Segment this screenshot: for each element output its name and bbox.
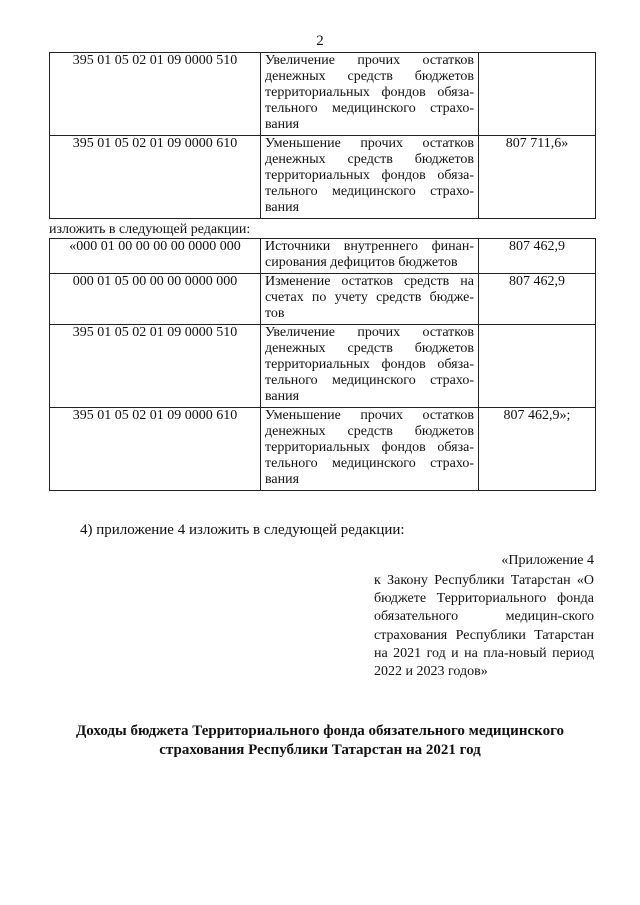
amount-cell	[479, 53, 596, 136]
description-cell: Увеличение прочих остатков денежных средств бюджетов территориальных фондов обяза-тельного медицинского страхо-вания	[261, 325, 479, 408]
amount-cell: 807 711,6»	[479, 136, 596, 219]
appendix-reference: к Закону Республики Татарстан «О бюджете Территориального фонда обязательного медицин-ского страхования Республики Татарстан на 2021 год и на пла-новый период 2022 и 2023 годов»	[374, 573, 594, 680]
page-number: 2	[316, 33, 324, 49]
table-row	[50, 239, 596, 274]
amount-cell: 807 462,9	[479, 239, 596, 274]
financing-table-old	[49, 52, 596, 219]
description-cell: Уменьшение прочих остатков денежных средств бюджетов территориальных фондов обяза-тельного медицинского страхо-вания	[261, 408, 479, 491]
redaction-instruction: изложить в следующей редакции:	[49, 222, 251, 237]
budget-code-cell: 395 01 05 02 01 09 0000 610	[50, 408, 261, 491]
description-cell: Уменьшение прочих остатков денежных средств бюджетов территориальных фондов обяза-тельного медицинского страхо-вания	[261, 136, 479, 219]
table-row	[50, 136, 596, 219]
table-row	[50, 408, 596, 491]
description-cell: Изменение остатков средств на счетах по учету средств бюдже-тов	[261, 274, 479, 325]
amount-cell: 807 462,9»;	[479, 408, 596, 491]
appendix-title: «Приложение 4	[501, 553, 594, 568]
item-4-paragraph: 4) приложение 4 изложить в следующей редакции:	[80, 522, 405, 538]
description-cell: Источники внутреннего финан-сирования дефицитов бюджетов	[261, 239, 479, 274]
amount-cell	[479, 325, 596, 408]
table-row	[50, 274, 596, 325]
financing-table-new	[49, 238, 596, 491]
budget-code-cell: «000 01 00 00 00 00 0000 000	[50, 239, 261, 274]
budget-code-cell: 395 01 05 02 01 09 0000 510	[50, 53, 261, 136]
description-cell: Увеличение прочих остатков денежных средств бюджетов территориальных фондов обяза-тельного медицинского страхо-вания	[261, 53, 479, 136]
section-heading: Доходы бюджета Территориального фонда обязательного медицинского страхования Республики Татарстан на 2021 год	[75, 723, 565, 758]
table-row	[50, 325, 596, 408]
budget-code-cell: 395 01 05 02 01 09 0000 510	[50, 325, 261, 408]
table-row	[50, 53, 596, 136]
budget-code-cell: 000 01 05 00 00 00 0000 000	[50, 274, 261, 325]
amount-cell: 807 462,9	[479, 274, 596, 325]
budget-code-cell: 395 01 05 02 01 09 0000 610	[50, 136, 261, 219]
